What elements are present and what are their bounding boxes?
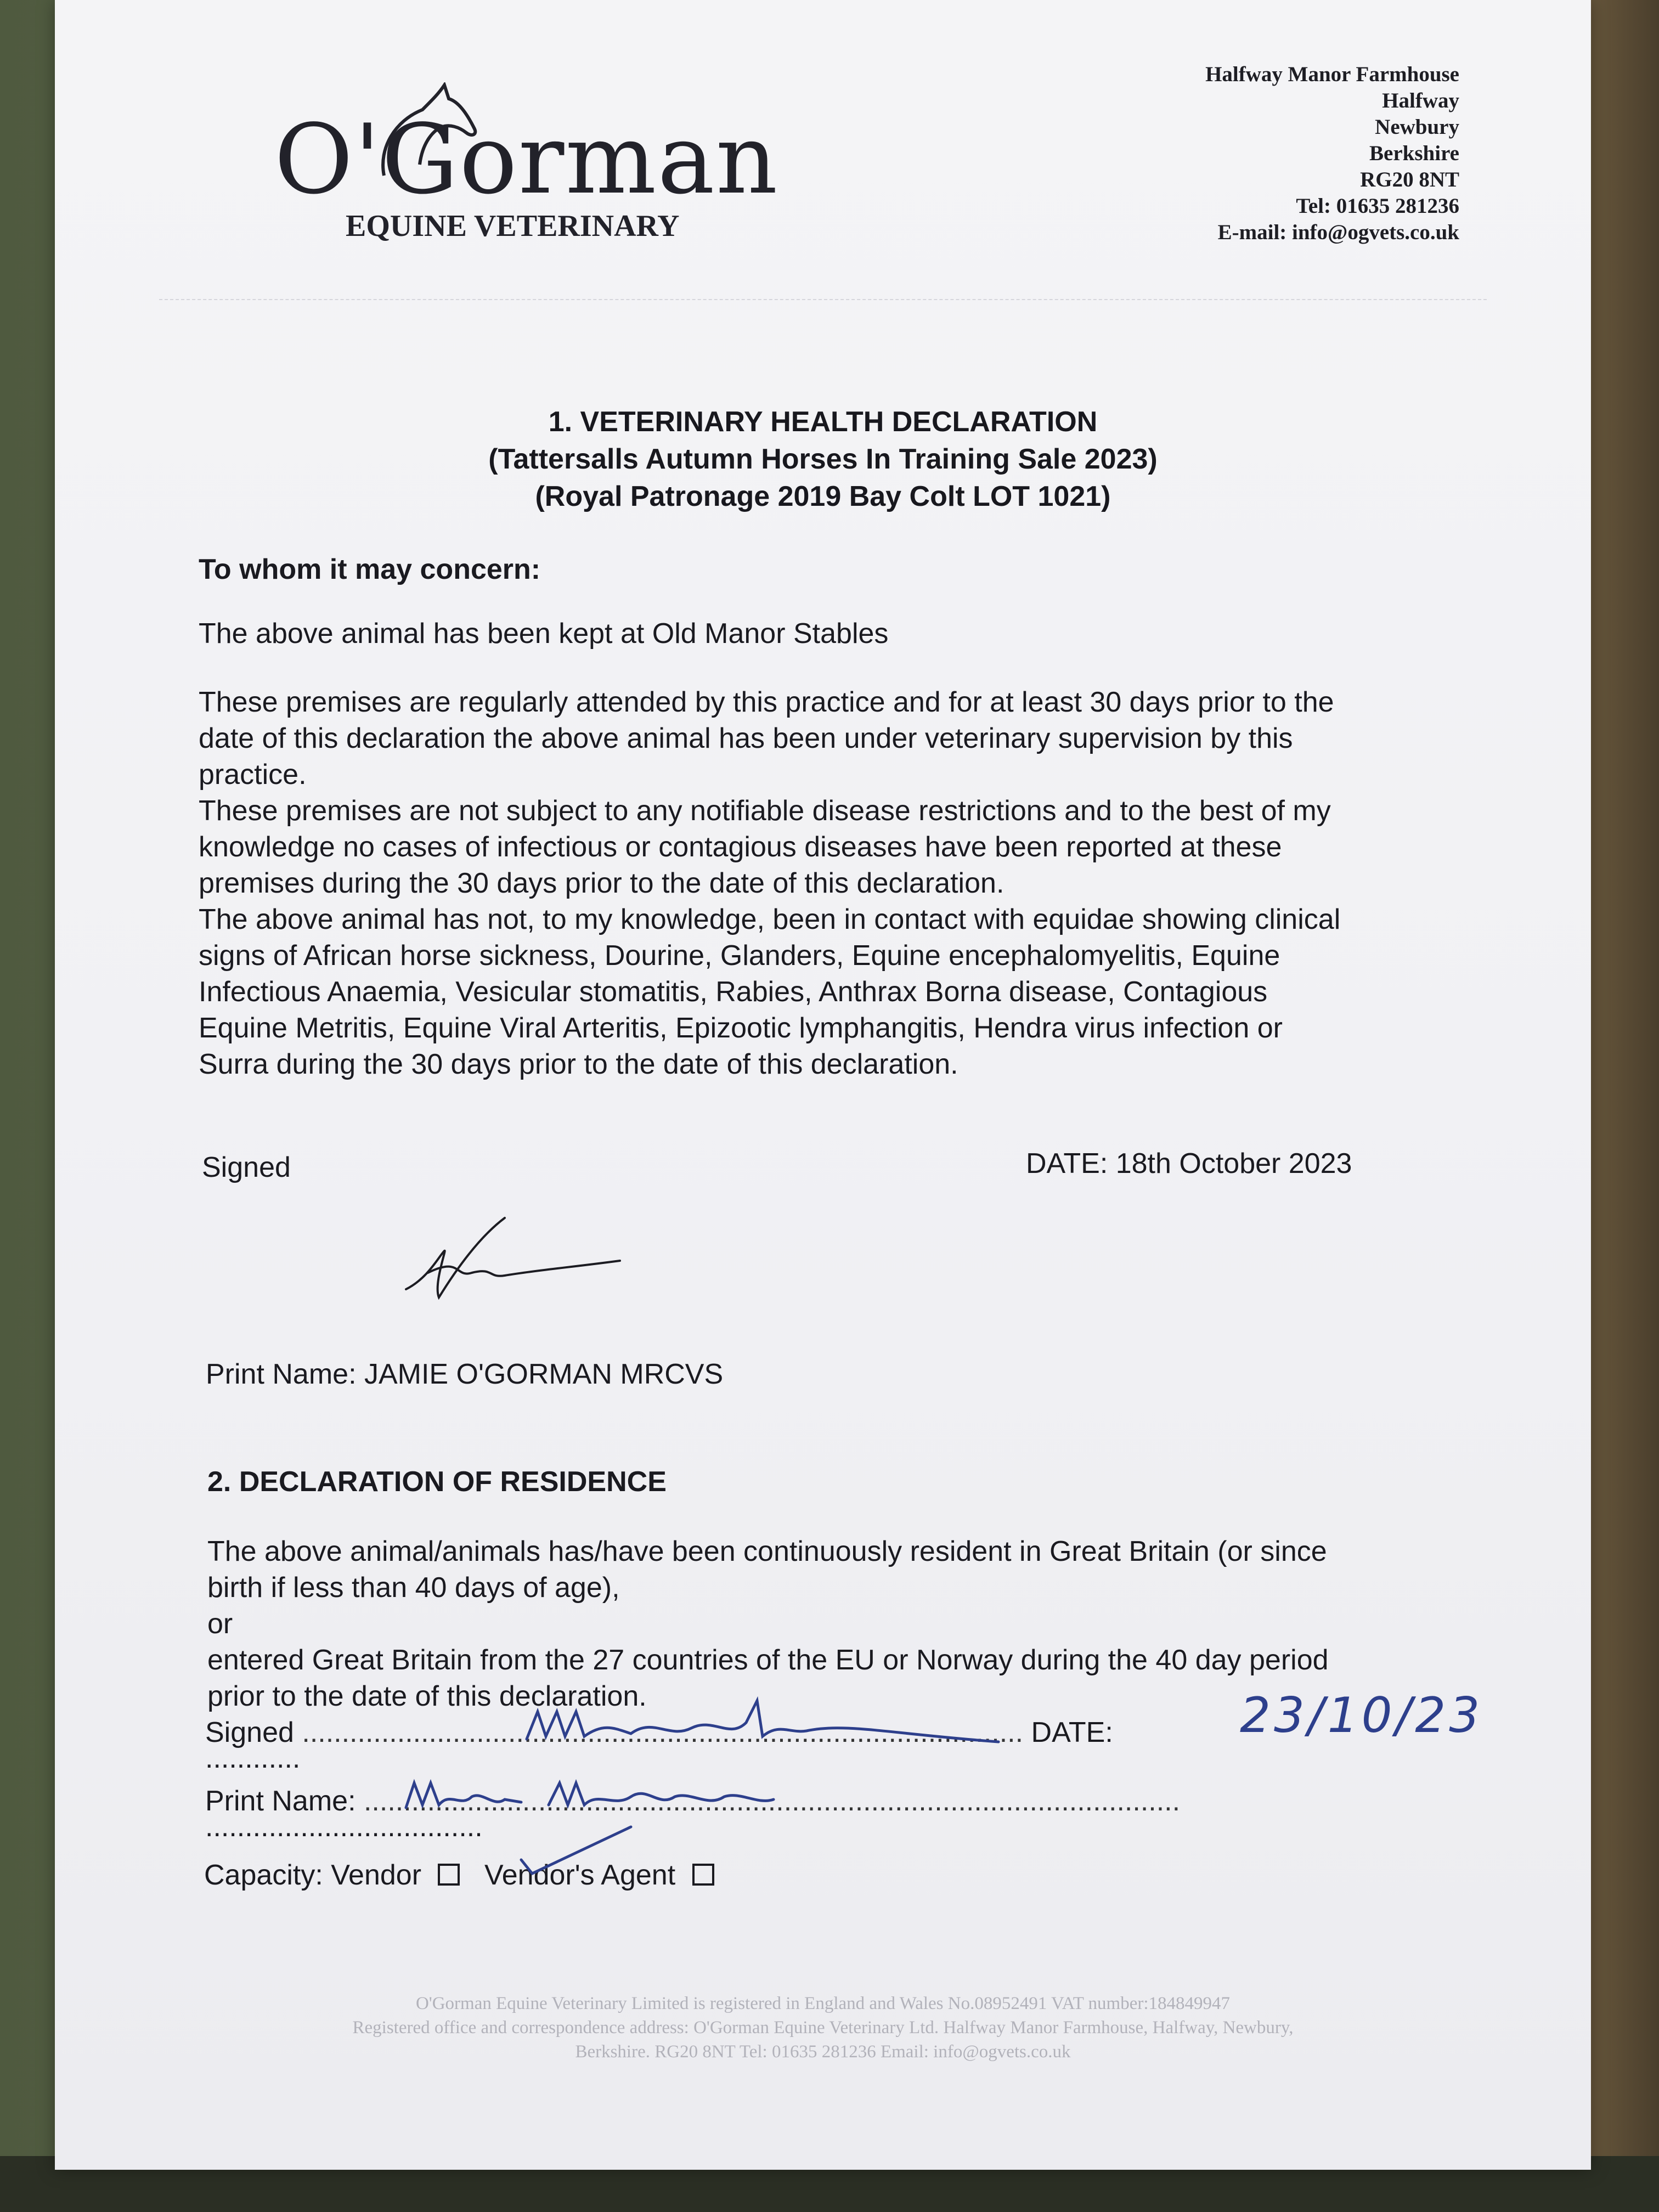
vendor-agent-checkbox[interactable] (692, 1864, 714, 1886)
capacity-row (204, 1857, 714, 1893)
logo-subtitle: EQUINE VETERINARY (346, 209, 680, 243)
address-line: Berkshire (1369, 142, 1459, 165)
title-line: (Tattersalls Autumn Horses In Training Sale 2023) (488, 443, 1158, 475)
phone-line: Tel: 01635 281236 (1296, 194, 1459, 218)
vendor-agent-label: Vendor's Agent (484, 1859, 676, 1891)
body-line: These premises are not subject to any notifiable disease restrictions and to the best of my (199, 795, 1331, 827)
company-logo (274, 82, 779, 247)
body-line: entered Great Britain from the 27 countries of the EU or Norway during the 40 day period (207, 1644, 1329, 1676)
document-sheet (55, 0, 1591, 2170)
signed-label: Signed (202, 1152, 291, 1183)
vet-print-name: Print Name: JAMIE O'GORMAN MRCVS (206, 1358, 724, 1390)
footer-line: Berkshire. RG20 8NT Tel: 01635 281236 Email: info@ogvets.co.uk (575, 2042, 1071, 2062)
body-line: practice. (199, 759, 307, 791)
title-line: 1. VETERINARY HEALTH DECLARATION (548, 406, 1098, 438)
capacity-label: Capacity: (204, 1859, 323, 1891)
company-registration-footer (55, 1991, 1591, 2064)
vet-signature-image (395, 1196, 680, 1317)
vendor-label: Vendor (331, 1859, 422, 1891)
section1-title (55, 403, 1591, 515)
print-name-dotted-line: ....................................................................................................... (363, 1785, 1181, 1817)
salutation: To whom it may concern: (199, 554, 541, 585)
address-line: Halfway Manor Farmhouse (1205, 63, 1459, 86)
background-right (1580, 0, 1659, 2212)
body-line: knowledge no cases of infectious or contagious diseases have been reported at these (199, 831, 1282, 863)
body-line: date of this declaration the above animal has been under veterinary supervision by this (199, 723, 1293, 754)
section2-title: 2. DECLARATION OF RESIDENCE (207, 1466, 667, 1498)
logo-wordmark: O'Gorman (274, 104, 779, 216)
kept-at-statement: The above animal has been kept at Old Manor Stables (199, 618, 889, 650)
email-line: E-mail: info@ogvets.co.uk (1217, 221, 1459, 244)
address-line: RG20 8NT (1360, 168, 1459, 191)
signed-label: Signed (205, 1717, 294, 1748)
footer-line: O'Gorman Equine Veterinary Limited is registered in England and Wales No.08952491 VAT number:184849947 (415, 1994, 1231, 2013)
address-line: Halfway (1382, 89, 1459, 112)
body-line: These premises are regularly attended by this practice and for at least 30 days prior to the (199, 686, 1334, 718)
vendor-checkbox[interactable] (438, 1864, 460, 1886)
declaration-date: DATE: 18th October 2023 (1026, 1148, 1352, 1180)
signature-dots-continued: ............ (205, 1742, 301, 1774)
body-line: or (207, 1608, 233, 1640)
body-line: prior to the date of this declaration. (207, 1680, 647, 1712)
header-divider (159, 299, 1487, 300)
body-line: Equine Metritis, Equine Viral Arteritis, Epizootic lymphangitis, Hendra virus infection or (199, 1012, 1283, 1044)
vendor-tick-mark-icon (510, 1821, 636, 1882)
section1-body (199, 684, 1340, 1082)
body-line: birth if less than 40 days of age), (207, 1572, 620, 1604)
body-line: Infectious Anaemia, Vesicular stomatitis, Rabies, Anthrax Borna disease, Contagious (199, 976, 1268, 1008)
section2-body (207, 1533, 1329, 1714)
body-line: premises during the 30 days prior to the date of this declaration. (199, 867, 1005, 899)
date-label: DATE: (1031, 1717, 1113, 1748)
handwritten-date: 23/10/23 (1240, 1687, 1483, 1743)
print-name-dots-continued: ................................... (205, 1811, 483, 1843)
address-line: Newbury (1375, 115, 1459, 139)
body-line: The above animal/animals has/have been continuously resident in Great Britain (or since (207, 1536, 1327, 1567)
body-line: Surra during the 30 days prior to the date of this declaration. (199, 1048, 958, 1080)
vendor-signature-image (516, 1690, 1009, 1756)
print-name-label: Print Name: (205, 1785, 356, 1817)
body-line: signs of African horse sickness, Dourine, Glanders, Equine encephalomyelitis, Equine (199, 940, 1280, 972)
body-line: The above animal has not, to my knowledge, been in contact with equidae showing clinical (199, 904, 1341, 935)
footer-line: Registered office and correspondence address: O'Gorman Equine Veterinary Ltd. Halfway Manor Farmhouse, Halfway, Newbury, (352, 2018, 1294, 2038)
address-block (1205, 61, 1459, 246)
title-line: (Royal Patronage 2019 Bay Colt LOT 1021) (535, 481, 1111, 512)
signature-dotted-line: ........................................................................................... (302, 1717, 1024, 1748)
